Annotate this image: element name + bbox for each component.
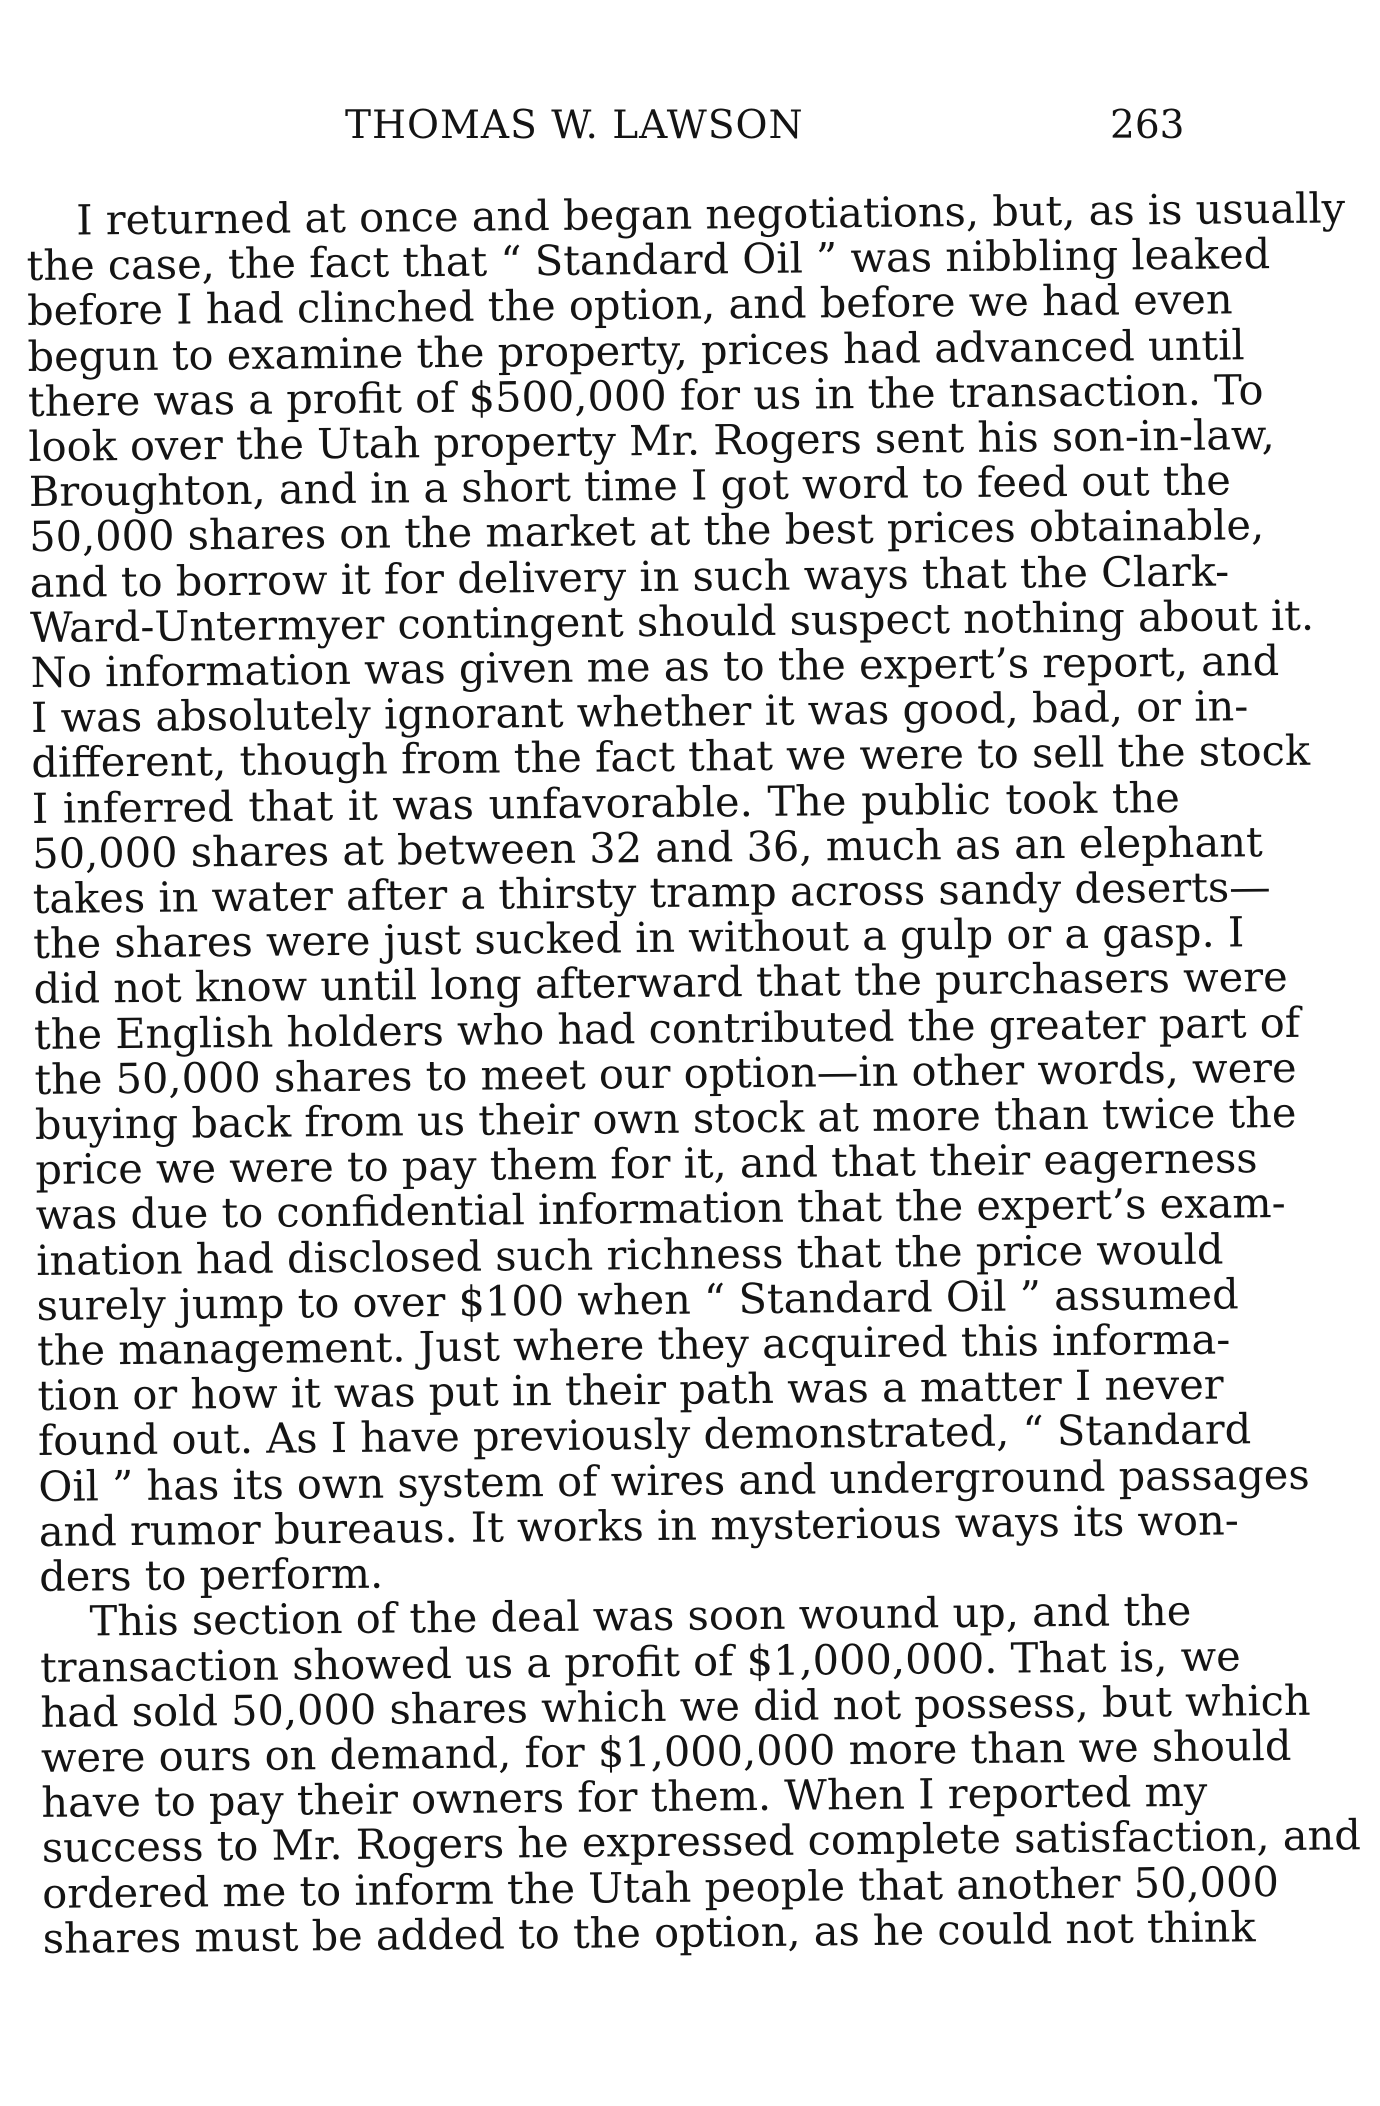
text-line: the 50,000 shares to meet our option—in other words, were	[34, 1042, 1297, 1104]
text-line: and rumor bureaus. It works in mysterious ways its won-	[38, 1495, 1239, 1556]
text-line: different, though from the fact that we were to sell the stock	[31, 726, 1311, 788]
text-line: Oil ” has its own system of wires and underground passages	[38, 1449, 1310, 1511]
text-line: Broughton, and in a short time I got word to feed out the	[28, 455, 1231, 517]
text-line: the case, the fact that “ Standard Oil ” was nibbling leaked	[26, 229, 1271, 291]
paragraph-1	[26, 183, 1346, 1602]
text-line: shares must be added to the option, as he could not think	[42, 1901, 1256, 1963]
text-line: there was a profit of $500,000 for us in the transaction. To	[27, 364, 1264, 426]
text-line: before I had clinched the option, and before we had even	[26, 274, 1233, 336]
page-header	[20, 103, 1185, 157]
text-line: begun to examine the property, prices had advanced until	[27, 319, 1245, 381]
text-line: Ward-Untermyer contingent should suspect nothing about it.	[29, 590, 1315, 652]
text-line: look over the Utah property Mr. Rogers sent his son-in-law,	[28, 410, 1275, 472]
text-line: and to borrow it for delivery in such ways that the Clark-	[29, 546, 1230, 607]
text-line: price we were to pay them for it, and that their eagerness	[35, 1133, 1258, 1195]
text-line: ordered me to inform the Utah people that another 50,000	[42, 1856, 1280, 1918]
running-head: THOMAS W. LAWSON	[345, 103, 804, 148]
text-line: I inferred that it was unfavorable. The public took the	[31, 772, 1181, 833]
text-line: surely jump to over $100 when “ Standard Oil ” assumed	[36, 1269, 1239, 1330]
text-line: 50,000 shares at between 32 and 36, much as an elephant	[32, 817, 1263, 878]
text-line: buying back from us their own stock at more than twice the	[34, 1087, 1297, 1150]
text-line: was due to confidential information that the expert’s exam-	[35, 1178, 1286, 1240]
text-line: I was absolutely ignorant whether it was good, bad, or in-	[30, 681, 1249, 743]
text-line: ination had disclosed such richness that the price would	[35, 1224, 1224, 1285]
text-line: did not know until long afterward that the purchasers were	[33, 952, 1288, 1014]
text-line: 50,000 shares on the market at the best prices obtainable,	[29, 500, 1265, 562]
text-line: This section of the deal was soon wound up, and the	[89, 1586, 1192, 1646]
text-line: were ours on demand, for $1,000,000 more than we should	[40, 1720, 1292, 1782]
page-number: 263	[1110, 103, 1185, 148]
text-line: No information was given me as to the expert’s report, and	[30, 636, 1280, 698]
text-line: takes in water after a thirsty tramp across sandy deserts—	[32, 862, 1271, 924]
paragraph-2	[39, 1586, 1361, 1963]
text-line: have to pay their owners for them. When I reported my	[41, 1766, 1208, 1828]
text-line: the English holders who had contributed the greater part of	[33, 997, 1301, 1059]
text-line: transaction showed us a profit of $1,000,000. That is, we	[39, 1630, 1241, 1692]
text-line: the management. Just where they acquired this informa-	[36, 1314, 1231, 1376]
text-line: I returned at once and began negotiations, but, as is usually	[75, 183, 1346, 245]
text-line: found out. As I have previously demonstrated, “ Standard	[37, 1404, 1252, 1466]
text-line: tion or how it was put in their path was a matter I never	[37, 1359, 1224, 1421]
text-line: the shares were just sucked in without a gulp or a gasp. I	[32, 907, 1245, 969]
body-text	[26, 183, 1361, 1963]
text-line: success to Mr. Rogers he expressed complete satisfaction, and	[41, 1810, 1361, 1873]
text-line: had sold 50,000 shares which we did not possess, but which	[40, 1675, 1311, 1737]
text-line: ders to perform.	[38, 1548, 384, 1602]
